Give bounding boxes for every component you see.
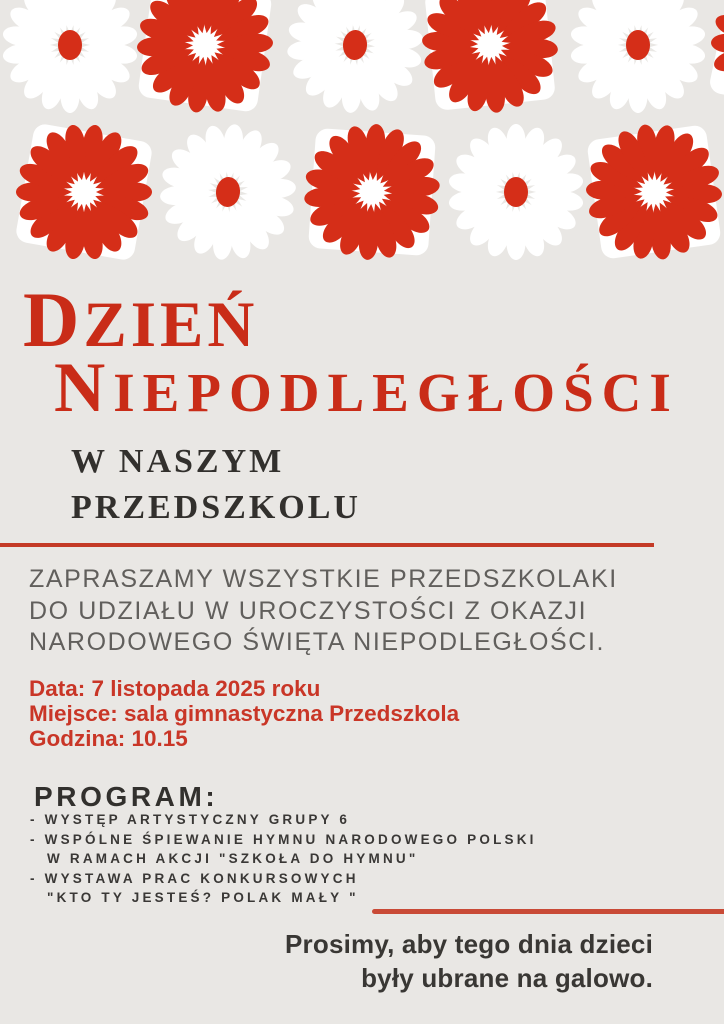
closing-note [285, 928, 653, 995]
program-list [30, 810, 537, 908]
invitation-line-1: ZAPRASZAMY WSZYSTKIE PRZEDSZKOLAKI [29, 565, 618, 593]
event-place: Miejsce: sala gimnastyczna Przedszkola [29, 701, 460, 726]
event-date: Data: 7 listopada 2025 roku [29, 676, 321, 701]
bottom-divider-line [372, 909, 724, 914]
program-item-2-continued: W RAMACH AKCJI "SZKOŁA DO HYMNU" [47, 851, 419, 866]
program-item-2: - WSPÓLNE ŚPIEWANIE HYMNU NARODOWEGO POLSKI [30, 831, 537, 847]
event-details [29, 676, 459, 751]
invitation-text [29, 564, 618, 659]
poster-subtitle [71, 439, 361, 531]
poster-title-line-2: NIEPODLEGŁOŚCI [54, 349, 679, 427]
subtitle-line-2: PRZEDSZKOLU [71, 489, 361, 526]
invitation-line-3: NARODOWEGO ŚWIĘTA NIEPODLEGŁOŚCI. [29, 628, 606, 656]
program-heading: PROGRAM: [34, 781, 219, 812]
event-time: Godzina: 10.15 [29, 726, 188, 751]
program-item-3: - WYSTAWA PRAC KONKURSOWYCH [30, 870, 359, 886]
top-divider-line [0, 543, 654, 547]
closing-line-1: Prosimy, aby tego dnia dzieci [285, 929, 653, 959]
poster-title-line-1: DZIEŃ [23, 276, 259, 363]
program-item-1: - WYSTĘP ARTYSTYCZNY GRUPY 6 [30, 812, 351, 827]
subtitle-line-1: W NASZYM [71, 443, 285, 480]
invitation-line-2: DO UDZIAŁU W UROCZYSTOŚCI Z OKAZJI [29, 596, 588, 625]
flower-pattern-band [0, 0, 724, 266]
program-item-3-continued: "KTO TY JESTEŚ? POLAK MAŁY " [47, 890, 359, 905]
closing-line-2: były ubrane na galowo. [361, 962, 653, 993]
